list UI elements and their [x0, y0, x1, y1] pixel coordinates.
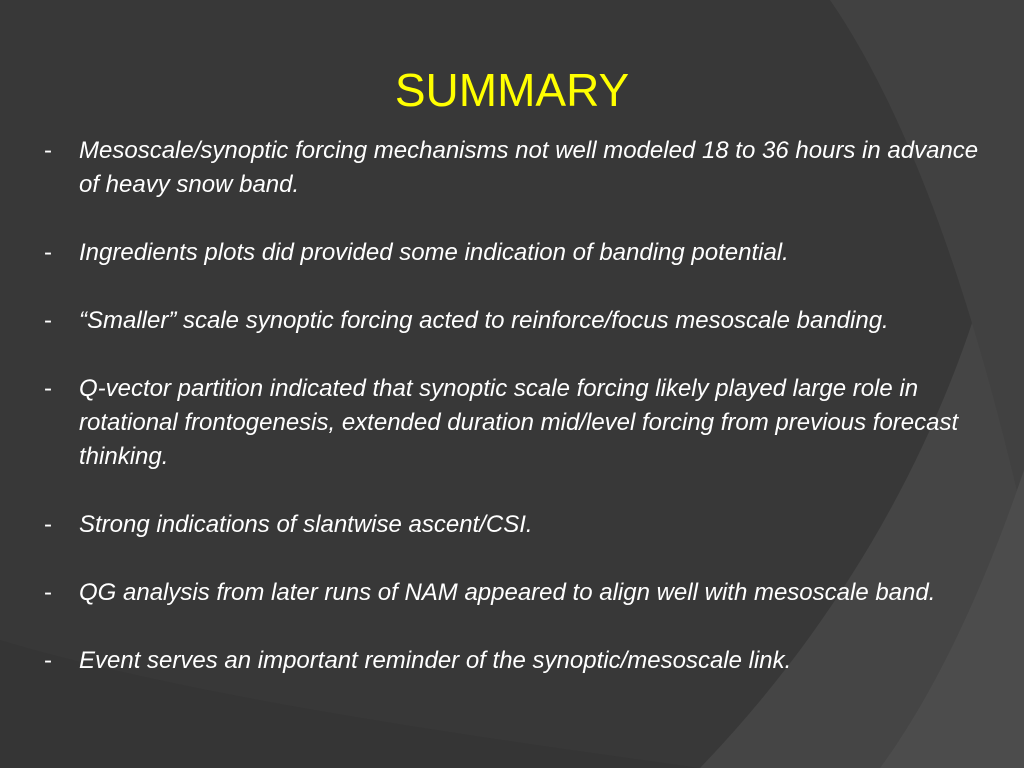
- bullet-text: Strong indications of slantwise ascent/CSI.: [79, 511, 533, 538]
- summary-bullet: [44, 576, 1004, 610]
- slide-title: SUMMARY: [394, 64, 630, 116]
- bullet-text: QG analysis from later runs of NAM appeared to align well with mesoscale band.: [79, 579, 936, 606]
- summary-bullet: [44, 134, 1004, 202]
- bullet-marker: -: [44, 137, 52, 164]
- bullet-text: Ingredients plots did provided some indication of banding potential.: [79, 239, 789, 266]
- bullet-marker: -: [44, 511, 52, 538]
- summary-bullet: [44, 304, 1004, 338]
- bullet-marker: -: [44, 239, 52, 266]
- bullet-text: “Smaller” scale synoptic forcing acted to reinforce/focus mesoscale banding.: [79, 307, 889, 334]
- summary-bullet: [44, 236, 1004, 270]
- summary-bullet: [44, 372, 1004, 474]
- bullet-marker: -: [44, 375, 52, 402]
- summary-bullet-list: [44, 134, 1004, 712]
- bullet-text: Mesoscale/synoptic forcing mechanisms not well modeled 18 to 36 hours in advance of heavy snow band.: [79, 137, 979, 198]
- bullet-marker: -: [44, 647, 52, 674]
- bullet-marker: -: [44, 307, 52, 334]
- bullet-text: Q-vector partition indicated that synoptic scale forcing likely played large role in rotational frontogenesis, extended duration mid/level forcing from previous forecast thinking.: [79, 375, 959, 470]
- bullet-marker: -: [44, 579, 52, 606]
- bullet-text: Event serves an important reminder of the synoptic/mesoscale link.: [79, 647, 792, 674]
- summary-bullet: [44, 644, 1004, 678]
- summary-bullet: [44, 508, 1004, 542]
